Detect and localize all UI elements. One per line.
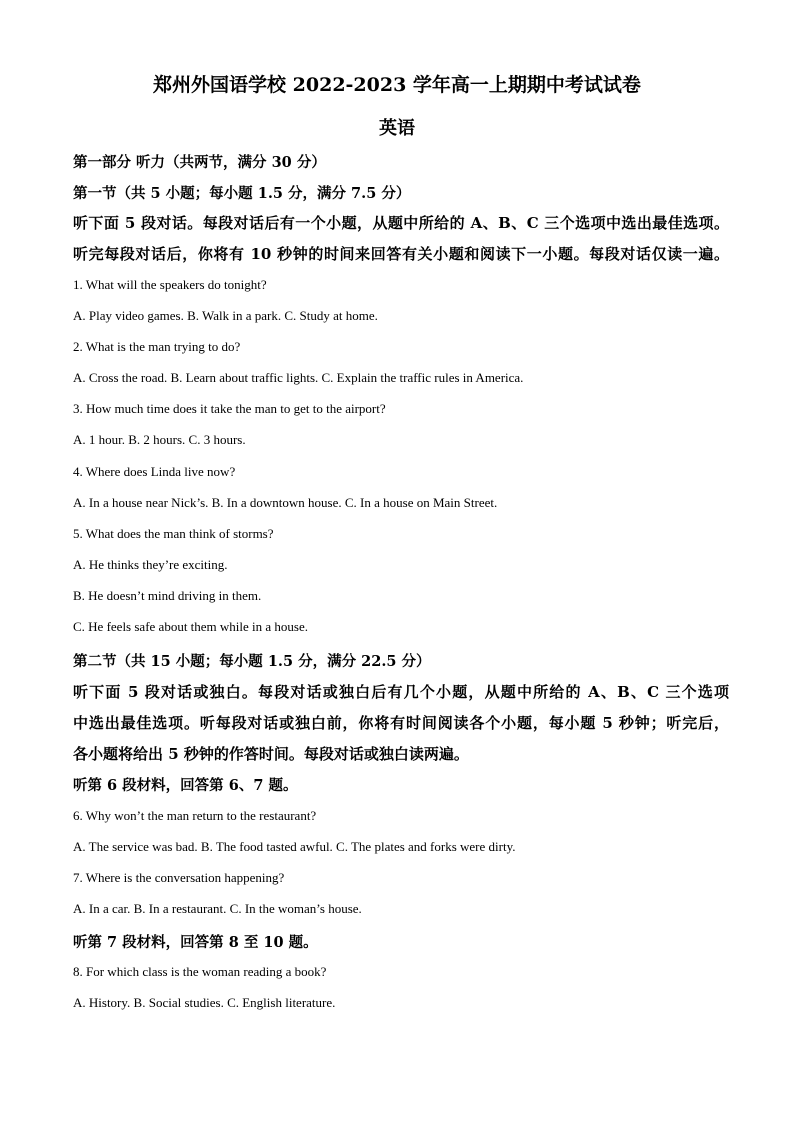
- question-4: 4. Where does Linda live now?: [73, 464, 236, 479]
- section1-heading: 第一节（共 5 小题；每小题 1.5 分，满分 7.5 分）: [73, 185, 411, 202]
- question-5-option-a: A. He thinks they’re exciting.: [73, 557, 228, 572]
- question-7-options: A. In a car. B. In a restaurant. C. In the woman’s house.: [73, 901, 362, 916]
- section2-instructions-line-2: 中选出最佳选项。听每段对话或独白前，你将有时间阅读各个小题，每小题 5 秒钟；听完后，: [73, 714, 729, 732]
- part1-heading: 第一部分 听力（共两节，满分 30 分）: [73, 154, 326, 171]
- question-8-options: A. History. B. Social studies. C. English literature.: [73, 995, 336, 1010]
- question-1: 1. What will the speakers do tonight?: [73, 277, 267, 292]
- material-6-heading: 听第 6 段材料，回答第 6、7 题。: [73, 777, 298, 794]
- question-5-option-b: B. He doesn’t mind driving in them.: [73, 588, 262, 603]
- question-2: 2. What is the man trying to do?: [73, 339, 241, 354]
- subject-title: 英语: [379, 118, 415, 139]
- section2-instructions-line-1: 听下面 5 段对话或独白。每段对话或独白后有几个小题，从题中所给的 A、B、C 三个选项: [73, 683, 729, 701]
- question-3: 3. How much time does it take the man to get to the airport?: [73, 401, 386, 416]
- question-6-options: A. The service was bad. B. The food tasted awful. C. The plates and forks were dirty.: [73, 839, 516, 854]
- exam-title: 郑州外国语学校 2022-2023 学年高一上期期中考试试卷: [153, 74, 641, 96]
- question-8: 8. For which class is the woman reading a book?: [73, 964, 327, 979]
- section1-instructions-line-1: 听下面 5 段对话。每段对话后有一个小题，从题中所给的 A、B、C 三个选项中选出最佳选项。: [73, 214, 729, 232]
- question-7: 7. Where is the conversation happening?: [73, 870, 285, 885]
- question-5: 5. What does the man think of storms?: [73, 526, 274, 541]
- section2-heading: 第二节（共 15 小题；每小题 1.5 分，满分 22.5 分）: [73, 653, 431, 670]
- section2-instructions-line-3: 各小题将给出 5 秒钟的作答时间。每段对话或独白读两遍。: [73, 745, 469, 763]
- question-4-options: A. In a house near Nick’s. B. In a downtown house. C. In a house on Main Street.: [73, 495, 498, 510]
- material-7-heading: 听第 7 段材料，回答第 8 至 10 题。: [73, 934, 318, 951]
- question-1-options: A. Play video games. B. Walk in a park. C. Study at home.: [73, 308, 378, 323]
- section1-instructions-line-2: 听完每段对话后，你将有 10 秒钟的时间来回答有关小题和阅读下一小题。每段对话仅读一遍。: [73, 245, 729, 263]
- question-6: 6. Why won’t the man return to the restaurant?: [73, 808, 317, 823]
- question-3-options: A. 1 hour. B. 2 hours. C. 3 hours.: [73, 432, 246, 447]
- question-5-option-c: C. He feels safe about them while in a house.: [73, 619, 309, 634]
- question-2-options: A. Cross the road. B. Learn about traffic lights. C. Explain the traffic rules in America.: [73, 370, 524, 385]
